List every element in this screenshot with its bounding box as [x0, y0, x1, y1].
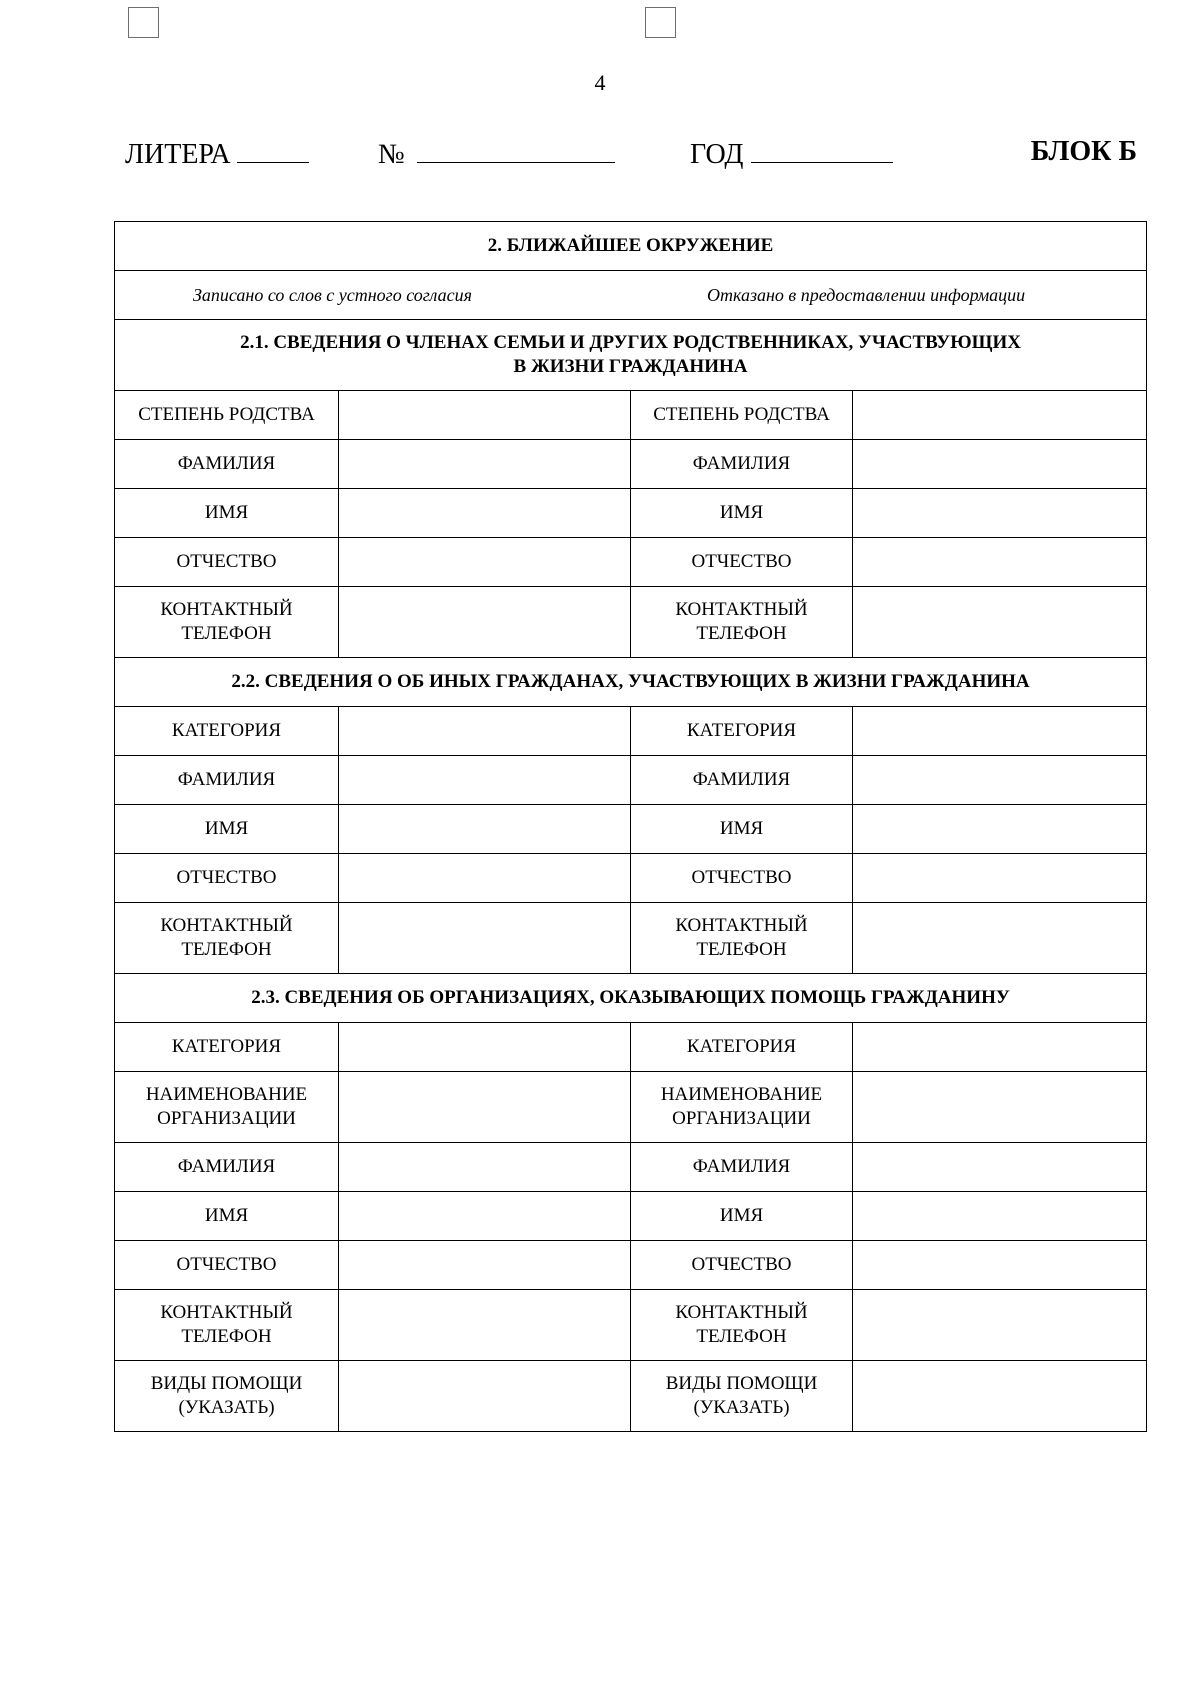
right-field-value[interactable] — [853, 391, 1147, 440]
environment-form-table — [114, 221, 1147, 1432]
recorded-consent-label: Записано со слов с устного согласия — [193, 285, 472, 305]
left-field-label — [115, 538, 339, 587]
left-field-label-line1: ВИДЫ ПОМОЩИ — [150, 1373, 303, 1394]
left-field-value[interactable] — [339, 1143, 631, 1192]
left-field-label-line1: СТЕПЕНЬ РОДСТВА — [138, 404, 315, 425]
number-field — [378, 136, 615, 171]
right-field-label — [631, 1023, 853, 1072]
right-field-label — [631, 489, 853, 538]
right-field-value[interactable] — [853, 538, 1147, 587]
left-field-label — [115, 391, 339, 440]
left-field-value[interactable] — [339, 707, 631, 756]
right-field-label-line1: КОНТАКТНЫЙ — [675, 915, 808, 936]
right-field-label-line1: КОНТАКТНЫЙ — [675, 599, 808, 620]
left-field-label — [115, 1072, 339, 1143]
right-field-label-line1: ВИДЫ ПОМОЩИ — [665, 1373, 818, 1394]
left-field-label-line1: НАИМЕНОВАНИЕ — [145, 1084, 308, 1105]
left-field-label-line1: КОНТАКТНЫЙ — [160, 915, 293, 936]
right-field-value[interactable] — [853, 707, 1147, 756]
right-field-label — [631, 1192, 853, 1241]
refused-info-checkbox[interactable] — [645, 7, 676, 38]
section-title-main: 2. БЛИЖАЙШЕЕ ОКРУЖЕНИЕ — [115, 222, 1147, 271]
right-field-value[interactable] — [853, 1241, 1147, 1290]
right-field-label — [631, 1143, 853, 1192]
right-field-value[interactable] — [853, 1290, 1147, 1361]
page-number: 4 — [594, 70, 606, 95]
left-field-value[interactable] — [339, 1072, 631, 1143]
right-field-value[interactable] — [853, 1143, 1147, 1192]
right-field-label-line1: ОТЧЕСТВО — [691, 867, 792, 888]
form-row — [115, 1023, 1147, 1072]
section-title-2-3: 2.3. СВЕДЕНИЯ ОБ ОРГАНИЗАЦИЯХ, ОКАЗЫВАЮЩИХ ПОМОЩЬ ГРАЖДАНИНУ — [115, 974, 1147, 1023]
consent-options-row — [115, 271, 1147, 320]
right-field-label-line2: ТЕЛЕФОН — [696, 623, 787, 644]
right-field-label — [631, 854, 853, 903]
left-field-label — [115, 756, 339, 805]
right-field-label — [631, 756, 853, 805]
form-row — [115, 538, 1147, 587]
refused-info-label: Отказано в предоставлении информации — [707, 285, 1026, 305]
left-field-label — [115, 1143, 339, 1192]
form-row — [115, 440, 1147, 489]
form-row — [115, 489, 1147, 538]
left-field-label-line1: ИМЯ — [204, 818, 249, 839]
right-field-label-line1: ФАМИЛИЯ — [692, 1156, 791, 1177]
left-field-value[interactable] — [339, 1241, 631, 1290]
right-field-label-line1: ОТЧЕСТВО — [691, 1254, 792, 1275]
left-field-label-line1: ИМЯ — [204, 502, 249, 523]
right-field-label-line2: ОРГАНИЗАЦИИ — [672, 1108, 811, 1129]
right-field-value[interactable] — [853, 489, 1147, 538]
form-row — [115, 391, 1147, 440]
left-field-label-line1: ОТЧЕСТВО — [176, 867, 277, 888]
right-field-label-line1: ФАМИЛИЯ — [692, 769, 791, 790]
left-field-label — [115, 489, 339, 538]
right-field-label-line1: ОТЧЕСТВО — [691, 551, 792, 572]
right-field-label-line1: КАТЕГОРИЯ — [686, 720, 797, 741]
left-field-value[interactable] — [339, 756, 631, 805]
section-title-2-1-line2: В ЖИЗНИ ГРАЖДАНИНА — [513, 356, 748, 377]
left-field-label — [115, 854, 339, 903]
right-field-label — [631, 1361, 853, 1432]
form-row — [115, 1072, 1147, 1143]
left-field-value[interactable] — [339, 1290, 631, 1361]
form-row — [115, 1241, 1147, 1290]
right-field-value[interactable] — [853, 805, 1147, 854]
right-field-label — [631, 391, 853, 440]
right-field-label-line2: ТЕЛЕФОН — [696, 1326, 787, 1347]
left-field-label-line1: КОНТАКТНЫЙ — [160, 1302, 293, 1323]
left-field-label — [115, 707, 339, 756]
left-field-label — [115, 440, 339, 489]
left-field-label-line1: КАТЕГОРИЯ — [171, 720, 282, 741]
right-field-label-line1: КОНТАКТНЫЙ — [675, 1302, 808, 1323]
right-field-value[interactable] — [853, 756, 1147, 805]
left-field-value[interactable] — [339, 489, 631, 538]
right-field-label — [631, 1241, 853, 1290]
form-row — [115, 707, 1147, 756]
right-field-label — [631, 587, 853, 658]
right-field-label — [631, 1290, 853, 1361]
left-field-label-line1: КОНТАКТНЫЙ — [160, 599, 293, 620]
left-field-value[interactable] — [339, 391, 631, 440]
left-field-value[interactable] — [339, 1192, 631, 1241]
left-field-label-line1: КАТЕГОРИЯ — [171, 1036, 282, 1057]
right-field-value[interactable] — [853, 587, 1147, 658]
right-field-label — [631, 707, 853, 756]
right-field-value[interactable] — [853, 1192, 1147, 1241]
left-field-value[interactable] — [339, 440, 631, 489]
right-field-value[interactable] — [853, 1361, 1147, 1432]
left-field-value[interactable] — [339, 903, 631, 974]
left-field-label — [115, 1192, 339, 1241]
year-blank[interactable] — [751, 136, 893, 163]
right-field-value[interactable] — [853, 903, 1147, 974]
left-field-value[interactable] — [339, 805, 631, 854]
right-field-label-line1: ИМЯ — [719, 818, 764, 839]
right-field-label — [631, 440, 853, 489]
left-field-label-line1: ОТЧЕСТВО — [176, 1254, 277, 1275]
form-row — [115, 1143, 1147, 1192]
left-field-label-line2: ТЕЛЕФОН — [181, 1326, 272, 1347]
form-row — [115, 1361, 1147, 1432]
right-field-value[interactable] — [853, 440, 1147, 489]
left-field-label-line2: ОРГАНИЗАЦИИ — [157, 1108, 296, 1129]
form-row — [115, 903, 1147, 974]
year-label: ГОД — [690, 139, 744, 170]
right-field-label-line1: НАИМЕНОВАНИЕ — [660, 1084, 823, 1105]
left-field-label-line1: ФАМИЛИЯ — [177, 1156, 276, 1177]
form-row — [115, 1192, 1147, 1241]
left-field-value[interactable] — [339, 854, 631, 903]
right-field-label-line1: ИМЯ — [719, 502, 764, 523]
left-field-label — [115, 903, 339, 974]
right-field-label — [631, 1072, 853, 1143]
left-field-label — [115, 1241, 339, 1290]
section-title-2-1-line1: 2.1. СВЕДЕНИЯ О ЧЛЕНАХ СЕМЬИ И ДРУГИХ РОДСТВЕННИКАХ, УЧАСТВУЮЩИХ — [240, 332, 1021, 353]
left-field-value[interactable] — [339, 1361, 631, 1432]
left-field-label-line2: ТЕЛЕФОН — [181, 939, 272, 960]
number-blank[interactable] — [417, 136, 615, 163]
right-field-label-line1: КАТЕГОРИЯ — [686, 1036, 797, 1057]
left-field-label — [115, 1023, 339, 1072]
section-title-2-2: 2.2. СВЕДЕНИЯ О ОБ ИНЫХ ГРАЖДАНАХ, УЧАСТВУЮЩИХ В ЖИЗНИ ГРАЖДАНИНА — [115, 658, 1147, 707]
form-row — [115, 587, 1147, 658]
number-label: № — [378, 139, 405, 170]
right-field-label — [631, 903, 853, 974]
left-field-label-line1: ФАМИЛИЯ — [177, 769, 276, 790]
right-field-label — [631, 538, 853, 587]
right-field-value[interactable] — [853, 1023, 1147, 1072]
litera-field — [125, 136, 309, 171]
form-row — [115, 756, 1147, 805]
form-row — [115, 1290, 1147, 1361]
left-field-label-line1: ОТЧЕСТВО — [176, 551, 277, 572]
right-field-label-line1: СТЕПЕНЬ РОДСТВА — [653, 404, 830, 425]
right-field-label-line1: ИМЯ — [719, 1205, 764, 1226]
form-row — [115, 854, 1147, 903]
left-field-label-line1: ИМЯ — [204, 1205, 249, 1226]
left-field-label-line2: (УКАЗАТЬ) — [178, 1397, 275, 1418]
right-field-label-line2: ТЕЛЕФОН — [696, 939, 787, 960]
left-field-label — [115, 587, 339, 658]
left-field-value[interactable] — [339, 538, 631, 587]
litera-label: ЛИТЕРА — [125, 139, 231, 170]
litera-blank[interactable] — [237, 136, 309, 163]
left-field-label — [115, 1361, 339, 1432]
section-title-2-1 — [115, 320, 1147, 391]
right-field-label — [631, 805, 853, 854]
document-header — [0, 136, 1200, 176]
left-field-label-line2: ТЕЛЕФОН — [181, 623, 272, 644]
left-field-label-line1: ФАМИЛИЯ — [177, 453, 276, 474]
block-label: БЛОК Б — [1030, 136, 1137, 167]
recorded-consent-checkbox[interactable] — [128, 7, 159, 38]
left-field-label — [115, 805, 339, 854]
right-field-label-line2: (УКАЗАТЬ) — [693, 1397, 790, 1418]
form-row — [115, 805, 1147, 854]
left-field-value[interactable] — [339, 1023, 631, 1072]
year-field — [690, 136, 893, 171]
right-field-label-line1: ФАМИЛИЯ — [692, 453, 791, 474]
left-field-label — [115, 1290, 339, 1361]
left-field-value[interactable] — [339, 587, 631, 658]
right-field-value[interactable] — [853, 1072, 1147, 1143]
right-field-value[interactable] — [853, 854, 1147, 903]
